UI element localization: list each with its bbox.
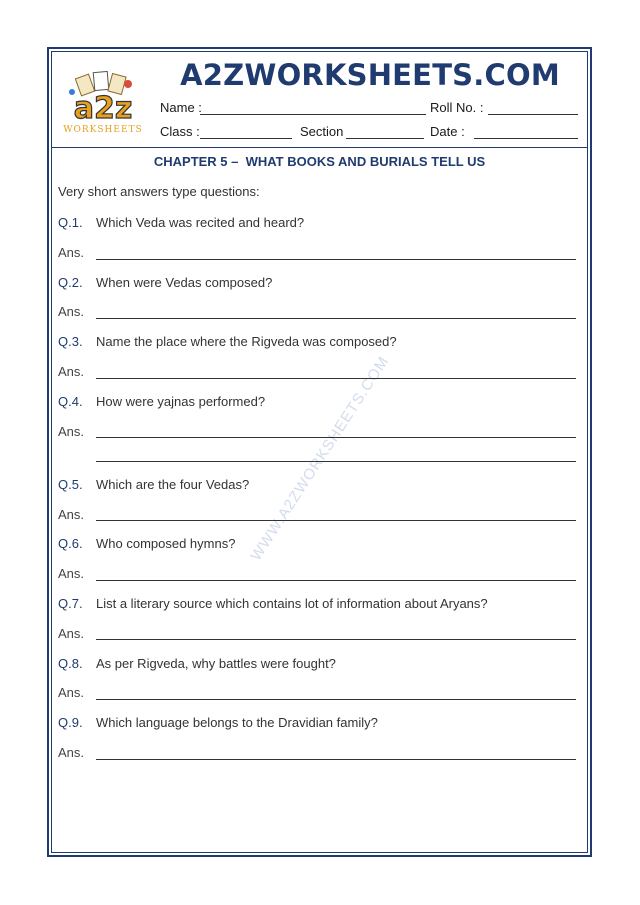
name-label: Name : [160,100,202,115]
answer-line[interactable] [96,318,576,319]
question-number: Q.6. [58,536,83,551]
roll-number-field[interactable] [488,114,578,115]
question-number: Q.4. [58,394,83,409]
answer-line[interactable] [96,699,576,700]
question-text: Who composed hymns? [96,536,236,551]
answer-label: Ans. [58,424,85,439]
answer-line[interactable] [96,639,576,640]
answer-label: Ans. [58,364,85,379]
question-text: How were yajnas performed? [96,394,266,409]
date-field[interactable] [474,138,578,139]
section-field[interactable] [346,138,424,139]
chapter-title: CHAPTER 5 – WHAT BOOKS AND BURIALS TELL US [153,154,486,169]
question-number: Q.1. [58,215,83,230]
answer-line[interactable] [96,580,576,581]
answer-label: Ans. [58,566,85,581]
answer-line[interactable] [96,520,576,521]
question-number: Q.5. [58,477,83,492]
answer-label: Ans. [58,507,85,522]
question-number: Q.7. [58,596,83,611]
logo-text: a2z [73,91,133,126]
answer-line[interactable] [96,461,576,462]
logo-subtext: WORKSHEETS [63,125,143,135]
question-text: Which language belongs to the Dravidian family? [96,715,378,730]
question-text: When were Vedas composed? [96,275,273,290]
answer-label: Ans. [58,685,85,700]
class-field[interactable] [200,138,292,139]
watermark: WWW.A2ZWORKSHEETS.COM [247,353,393,564]
answer-label: Ans. [58,626,85,641]
answer-line[interactable] [96,378,576,379]
answer-line[interactable] [96,259,576,260]
answer-line[interactable] [96,437,576,438]
question-number: Q.8. [58,656,83,671]
question-text: As per Rigveda, why battles were fought? [96,656,336,671]
section-heading: Very short answers type questions: [58,184,260,199]
answer-label: Ans. [58,304,85,319]
date-label: Date : [430,124,465,139]
header-divider [51,147,588,148]
question-text: Name the place where the Rigveda was composed? [96,334,397,349]
answer-label: Ans. [58,245,85,260]
section-label: Section [300,124,344,139]
question-text: List a literary source which contains lot of information about Aryans? [96,596,488,611]
class-label: Class : [160,124,200,139]
roll-number-label: Roll No. : [430,100,484,115]
question-number: Q.2. [58,275,83,290]
answer-line[interactable] [96,759,576,760]
a2z-logo [58,70,148,138]
question-text: Which Veda was recited and heard? [96,215,305,230]
question-text: Which are the four Vedas? [96,477,250,492]
answer-label: Ans. [58,745,85,760]
question-number: Q.9. [58,715,83,730]
question-number: Q.3. [58,334,83,349]
site-title: A2ZWORKSHEETS.COM [180,58,560,92]
name-field[interactable] [200,114,426,115]
